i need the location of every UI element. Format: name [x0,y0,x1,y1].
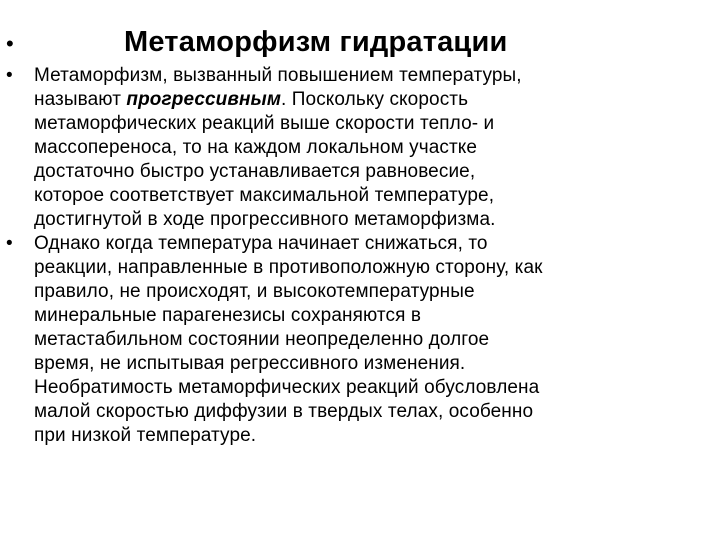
text-line: достигнутой в ходе прогрессивного метаморфизма. [34,209,496,230]
text-fragment: называют [34,89,127,110]
text-line: метастабильном состоянии неопределенно долгое [34,329,490,350]
text-line: реакции, направленные в противоположную сторону, как [34,257,543,278]
text-line: при низкой температуре. [34,425,257,446]
text-line: массопереноса, то на каждом локальном участке [34,137,478,158]
text-fragment: . Поскольку скорость [281,89,469,110]
bullet-item-2 [0,232,684,448]
title-row [0,22,720,66]
text-line: которое соответствует максимальной температуре, [34,185,495,206]
title-bullet-icon: • [6,31,14,56]
slide-title: Метаморфизм гидратации [124,26,508,58]
text-line: время, не испытывая регрессивного изменения. [34,353,466,374]
emphasized-term: прогрессивным [126,89,282,110]
text-line: минеральные парагенезисы сохраняются в [34,305,422,326]
bullet-list [0,64,720,448]
text-line: малой скоростью диффузии в твердых телах, особенно [34,401,534,422]
text-line: Однако когда температура начинает снижаться, то [34,233,488,254]
text-line [34,88,684,112]
text-line: метаморфических реакций выше скорости тепло- и [34,113,495,134]
text-line: Метаморфизм, вызванный повышением температуры, [34,65,522,86]
text-line: правило, не происходят, и высокотемпературные [34,281,475,302]
bullet-item-1 [0,64,684,232]
bullet-icon: • [6,233,13,254]
text-line: достаточно быстро устанавливается равновесие, [34,161,476,182]
text-line: Необратимость метаморфических реакций обусловлена [34,377,540,398]
bullet-icon: • [6,65,13,86]
